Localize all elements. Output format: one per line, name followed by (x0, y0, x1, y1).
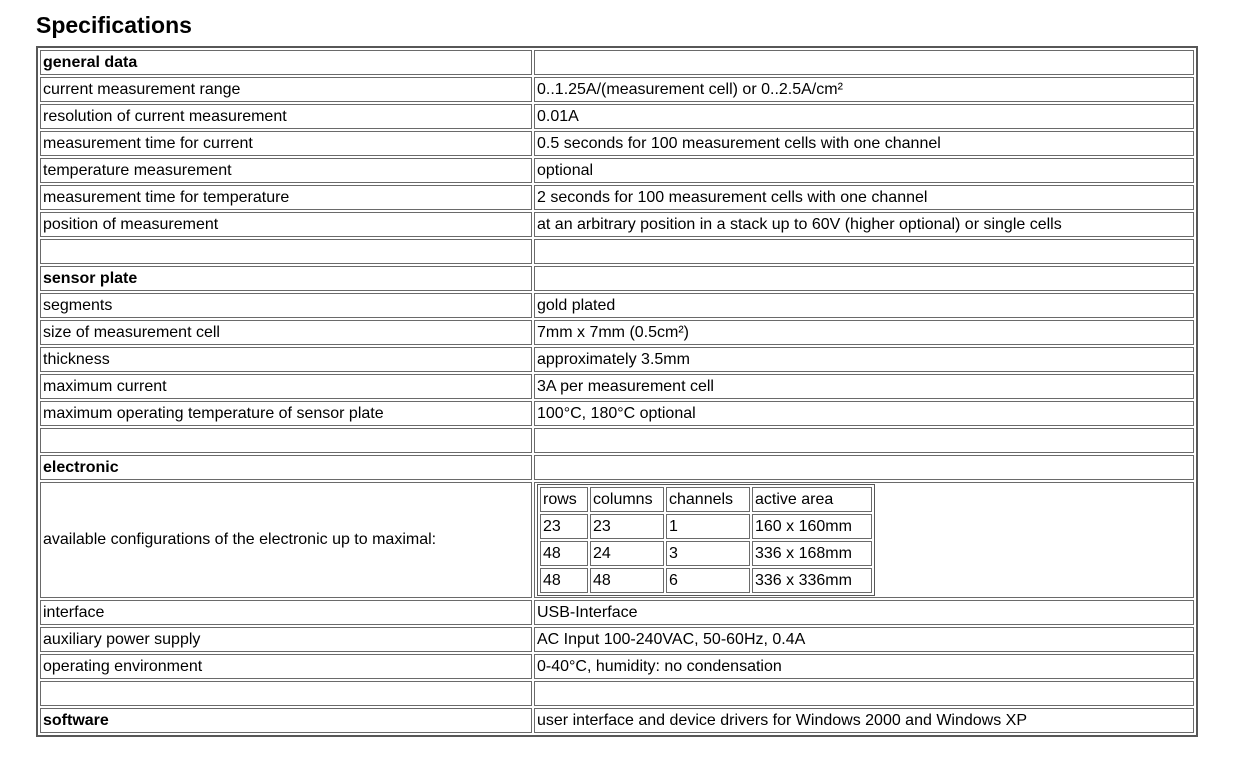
config-cell: 48 (540, 541, 588, 566)
config-cell: 48 (590, 568, 664, 593)
spec-row (40, 293, 1194, 318)
spec-value-cell: user interface and device drivers for Windows 2000 and Windows XP (534, 708, 1194, 733)
spec-label-cell: current measurement range (40, 77, 532, 102)
spec-value-cell (534, 266, 1194, 291)
spec-label-cell: thickness (40, 347, 532, 372)
spec-label-cell (40, 428, 532, 453)
spec-value-cell: gold plated (534, 293, 1194, 318)
spec-label-cell: interface (40, 600, 532, 625)
spec-value-cell: optional (534, 158, 1194, 183)
section-row (40, 455, 1194, 480)
config-header-cell: channels (666, 487, 750, 512)
spec-label-cell: resolution of current measurement (40, 104, 532, 129)
spec-row (40, 131, 1194, 156)
spec-row (40, 401, 1194, 426)
config-cell: 48 (540, 568, 588, 593)
spacer-row (40, 681, 1194, 706)
specifications-table (36, 46, 1198, 737)
config-header-cell: rows (540, 487, 588, 512)
spec-row (40, 600, 1194, 625)
config-cell: 3 (666, 541, 750, 566)
section-row (40, 50, 1194, 75)
spec-value-cell: at an arbitrary position in a stack up to 60V (higher optional) or single cells (534, 212, 1194, 237)
section-row (40, 266, 1194, 291)
spec-label-cell: temperature measurement (40, 158, 532, 183)
spec-row (40, 77, 1194, 102)
spec-value-cell: 2 seconds for 100 measurement cells with one channel (534, 185, 1194, 210)
section-label-cell: sensor plate (40, 266, 532, 291)
config-row (40, 482, 1194, 598)
spec-value-cell: USB-Interface (534, 600, 1194, 625)
spec-label-cell (40, 681, 532, 706)
config-data-row (540, 514, 872, 539)
specifications-table-body (40, 50, 1194, 733)
spec-label-cell: position of measurement (40, 212, 532, 237)
spec-value-cell: 0..1.25A/(measurement cell) or 0..2.5A/cm² (534, 77, 1194, 102)
spec-label-cell: size of measurement cell (40, 320, 532, 345)
config-header-cell: active area (752, 487, 872, 512)
spec-label-cell: maximum operating temperature of sensor plate (40, 401, 532, 426)
spec-label-cell: measurement time for temperature (40, 185, 532, 210)
spec-value-cell (534, 455, 1194, 480)
config-data-row (540, 541, 872, 566)
spacer-row (40, 239, 1194, 264)
config-table (537, 484, 875, 596)
config-cell: 23 (540, 514, 588, 539)
spec-row (40, 320, 1194, 345)
config-header-cell: columns (590, 487, 664, 512)
config-cell: 23 (590, 514, 664, 539)
spec-label-cell: segments (40, 293, 532, 318)
spec-label-cell: maximum current (40, 374, 532, 399)
page-title: Specifications (36, 12, 192, 38)
spec-row (40, 374, 1194, 399)
spec-value-cell: 3A per measurement cell (534, 374, 1194, 399)
spec-value-cell (534, 239, 1194, 264)
spec-value-cell (534, 428, 1194, 453)
spec-label-cell: available configurations of the electronic up to maximal: (40, 482, 532, 598)
spec-value-cell (534, 482, 1194, 598)
spec-row (40, 654, 1194, 679)
spec-row (40, 185, 1194, 210)
spec-value-cell: 0-40°C, humidity: no condensation (534, 654, 1194, 679)
spec-value-cell: approximately 3.5mm (534, 347, 1194, 372)
spec-value-cell: 0.01A (534, 104, 1194, 129)
config-data-row (540, 568, 872, 593)
spec-row (40, 627, 1194, 652)
config-cell: 160 x 160mm (752, 514, 872, 539)
spec-label-cell: operating environment (40, 654, 532, 679)
config-header-row (540, 487, 872, 512)
section-label-cell: software (40, 708, 532, 733)
spec-value-cell: 0.5 seconds for 100 measurement cells with one channel (534, 131, 1194, 156)
spec-value-cell (534, 50, 1194, 75)
section-row (40, 708, 1194, 733)
config-cell: 1 (666, 514, 750, 539)
spec-value-cell: AC Input 100-240VAC, 50-60Hz, 0.4A (534, 627, 1194, 652)
config-cell: 24 (590, 541, 664, 566)
spec-row (40, 158, 1194, 183)
section-label-cell: general data (40, 50, 532, 75)
spec-row (40, 212, 1194, 237)
spec-value-cell (534, 681, 1194, 706)
spec-label-cell: measurement time for current (40, 131, 532, 156)
spec-label-cell: auxiliary power supply (40, 627, 532, 652)
spec-value-cell: 100°C, 180°C optional (534, 401, 1194, 426)
spec-label-cell (40, 239, 532, 264)
spacer-row (40, 428, 1194, 453)
spec-value-cell: 7mm x 7mm (0.5cm²) (534, 320, 1194, 345)
spec-row (40, 104, 1194, 129)
section-label-cell: electronic (40, 455, 532, 480)
config-cell: 336 x 336mm (752, 568, 872, 593)
spec-row (40, 347, 1194, 372)
config-cell: 336 x 168mm (752, 541, 872, 566)
config-cell: 6 (666, 568, 750, 593)
